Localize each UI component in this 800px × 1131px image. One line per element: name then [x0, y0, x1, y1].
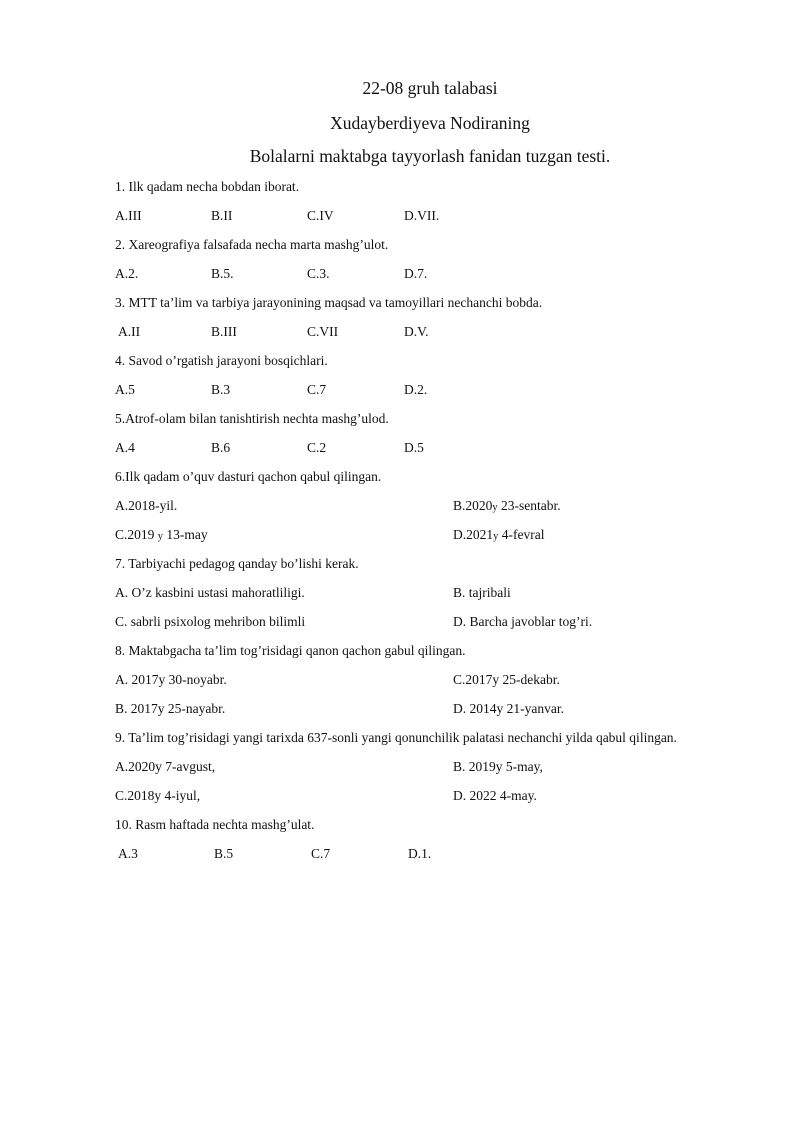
q6-option-b [453, 498, 561, 514]
q5-option-d: D.5 [404, 440, 424, 455]
q7-option-a: A. O’z kasbini ustasi mahoratliligi. [115, 585, 305, 600]
q10-option-a: A.3 [118, 846, 138, 861]
question-2: 2. Xareografiya falsafada necha marta mashg’ulot. [115, 237, 389, 252]
q3-option-c: C.VII [307, 324, 339, 339]
q5-option-c: C.2 [307, 440, 327, 455]
q3-option-d: D.V. [404, 324, 429, 339]
q6-option-c-y: y [157, 531, 164, 542]
q9-option-a: A.2020y 7-avgust, [115, 759, 216, 774]
q6-option-c [115, 527, 208, 543]
q8-option-d: D. 2014y 21-yanvar. [453, 701, 564, 716]
q6-option-d [453, 527, 544, 543]
header-student-name: Xudayberdiyeva Nodiraning [330, 113, 530, 133]
q6-option-b-date: 23-sentabr. [497, 498, 561, 513]
question-7: 7. Tarbiyachi pedagog qanday bo’lishi kerak. [115, 556, 359, 571]
q4-option-c: C.7 [307, 382, 327, 397]
q5-option-b: B.6 [211, 440, 231, 455]
header-group: 22-08 gruh talabasi [362, 78, 498, 98]
q2-option-c: C.3. [307, 266, 330, 281]
question-6: 6.Ilk qadam o’quv dasturi qachon qabul qilingan. [115, 469, 382, 484]
question-9: 9. Ta’lim tog’risidagi yangi tarixda 637-sonli yangi qonunchilik palatasi nechanchi yilda qabul qilingan. [115, 730, 677, 745]
q6-option-d-text: D.2021 [453, 527, 494, 542]
q6-option-c-text: C.2019 [115, 527, 158, 542]
q10-option-d: D.1. [408, 846, 432, 861]
question-5: 5.Atrof-olam bilan tanishtirish nechta mashg’ulod. [115, 411, 389, 426]
q7-option-d: D. Barcha javoblar tog’ri. [453, 614, 593, 629]
q9-option-b: B. 2019y 5-may, [453, 759, 543, 774]
question-10: 10. Rasm haftada nechta mashg’ulat. [115, 817, 315, 832]
q5-option-a: A.4 [115, 440, 135, 455]
q6-option-c-date: 13-may [163, 527, 208, 542]
header-test-title: Bolalarni maktabga tayyorlash fanidan tuzgan testi. [249, 146, 611, 166]
q9-option-c: C.2018y 4-iyul, [115, 788, 201, 803]
q8-option-c: C.2017y 25-dekabr. [453, 672, 560, 687]
q10-option-b: B.5 [214, 846, 234, 861]
q6-option-d-y: y [493, 531, 499, 542]
q3-option-a: A.II [118, 324, 141, 339]
q4-option-d: D.2. [404, 382, 428, 397]
q1-option-a: A.III [115, 208, 142, 223]
q7-option-b: B. tajribali [453, 585, 511, 600]
q1-option-d: D.VII. [404, 208, 440, 223]
q1-option-c: C.IV [307, 208, 334, 223]
q2-option-a: A.2. [115, 266, 139, 281]
q3-option-b: B.III [211, 324, 237, 339]
q9-option-d: D. 2022 4-may. [453, 788, 537, 803]
q2-option-b: B.5. [211, 266, 234, 281]
question-3: 3. MTT ta’lim va tarbiya jarayonining maqsad va tamoyillari nechanchi bobda. [115, 295, 543, 310]
q4-option-a: A.5 [115, 382, 135, 397]
q4-option-b: B.3 [211, 382, 231, 397]
q8-option-a: A. 2017y 30-noyabr. [115, 672, 227, 687]
q1-option-b: B.II [211, 208, 233, 223]
q7-option-c: C. sabrli psixolog mehribon bilimli [115, 614, 306, 629]
q6-option-b-y: y [492, 502, 498, 513]
q10-option-c: C.7 [311, 846, 331, 861]
q6-option-a-text: A.2018-yil. [115, 498, 178, 513]
question-4: 4. Savod o’rgatish jarayoni bosqichlari. [115, 353, 328, 368]
q6-option-b-text: B.2020 [453, 498, 493, 513]
q2-option-d: D.7. [404, 266, 428, 281]
q8-option-b: B. 2017y 25-nayabr. [115, 701, 226, 716]
question-1: 1. Ilk qadam necha bobdan iborat. [115, 179, 300, 194]
q6-option-a [115, 498, 177, 514]
question-8: 8. Maktabgacha ta’lim tog’risidagi qanon qachon gabul qilingan. [115, 643, 466, 658]
q6-option-d-date: 4-fevral [498, 527, 545, 542]
